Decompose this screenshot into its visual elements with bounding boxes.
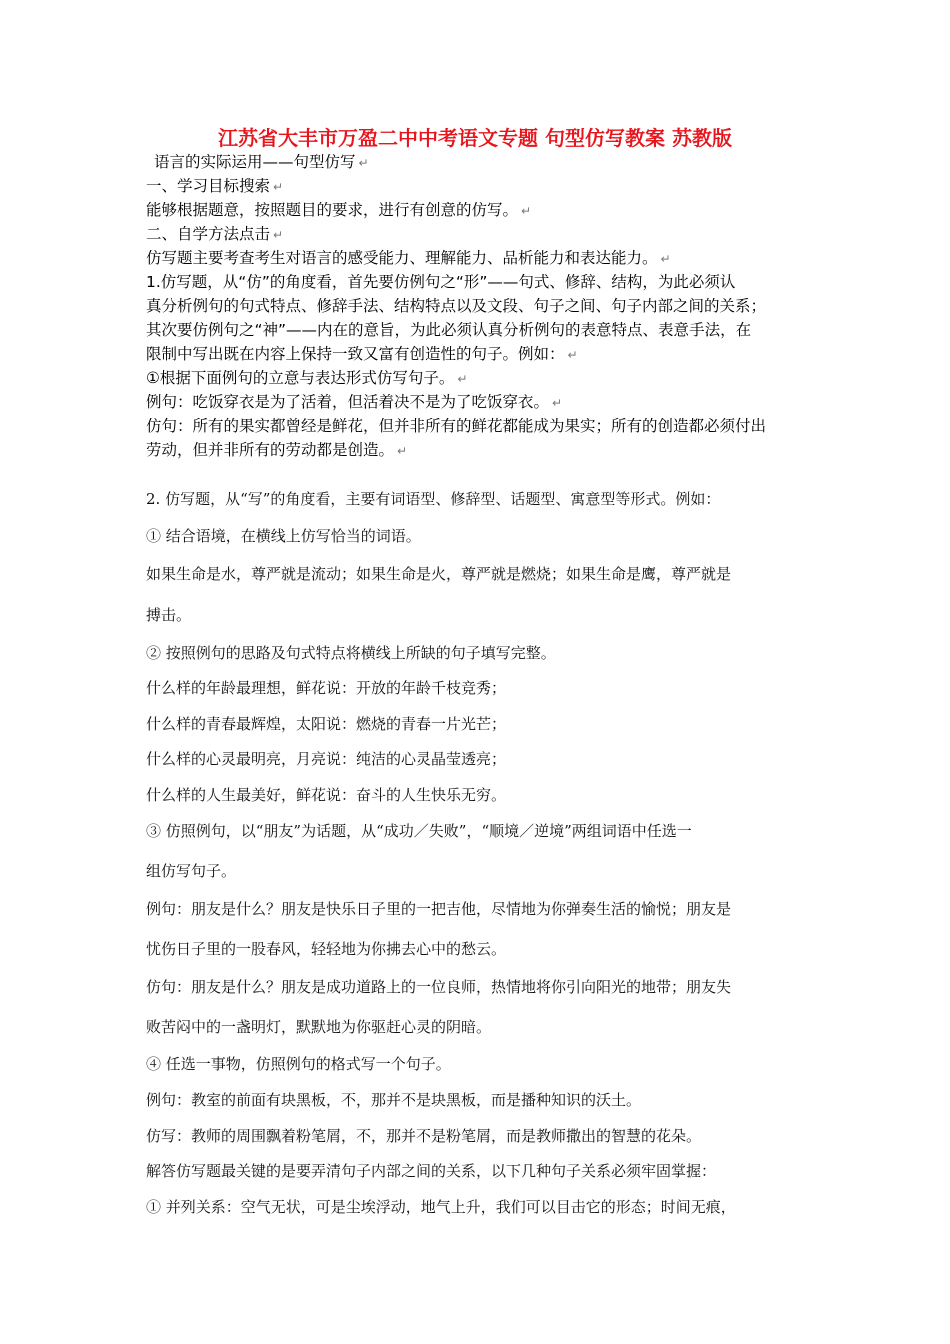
top-line: 真分析例句的句式特点、修辞手法、结构特点以及文段、句子之间、句子内部之间的关系； bbox=[146, 297, 767, 315]
paragraph-mark-icon: ↵ bbox=[660, 252, 671, 266]
top-line: 二、自学方法点击 ↵ bbox=[146, 225, 284, 243]
top-line: 其次要仿例句之“神”——内在的意旨，为此必须认真分析例句的表意特点、表意手法，在 bbox=[146, 321, 752, 339]
body-line: 什么样的人生最美好，鲜花说：奋斗的人生快乐无穷。 bbox=[146, 786, 507, 804]
body-line: ① 并列关系：空气无状，可是尘埃浮动，地气上升，我们可以目击它的形态；时间无痕， bbox=[146, 1198, 736, 1216]
body-line: 败苦闷中的一盏明灯，默默地为你驱赶心灵的阴暗。 bbox=[146, 1018, 492, 1036]
top-line: 仿句：所有的果实都曾经是鲜花，但并非所有的鲜花都能成为果实；所有的创造都必须付出 bbox=[146, 417, 767, 435]
body-line: ② 按照例句的思路及句式特点将横线上所缺的句子填写完整。 bbox=[146, 644, 556, 662]
body-line: 忧伤日子里的一股春风，轻轻地为你拂去心中的愁云。 bbox=[146, 940, 507, 958]
paragraph-mark-icon: ↵ bbox=[397, 444, 408, 458]
top-line: 例句：吃饭穿衣是为了活着，但活着决不是为了吃饭穿衣。 ↵ bbox=[146, 393, 563, 411]
paragraph-mark-icon: ↵ bbox=[457, 372, 468, 386]
body-line: 什么样的年龄最理想，鲜花说：开放的年龄千枝竞秀； bbox=[146, 679, 507, 697]
body-line: 仿句：朋友是什么？朋友是成功道路上的一位良师，热情地将你引向阳光的地带；朋友失 bbox=[146, 978, 732, 996]
body-line: 什么样的心灵最明亮，月亮说：纯洁的心灵晶莹透亮； bbox=[146, 750, 507, 768]
paragraph-mark-icon: ↵ bbox=[521, 204, 532, 218]
top-line: 语言的实际运用——句型仿写 ↵ bbox=[154, 153, 369, 171]
body-line: 例句：朋友是什么？朋友是快乐日子里的一把吉他，尽情地为你弹奏生活的愉悦；朋友是 bbox=[146, 900, 732, 918]
top-line: 劳动，但并非所有的劳动都是创造。 ↵ bbox=[146, 441, 408, 459]
body-line: 什么样的青春最辉煌，太阳说：燃烧的青春一片光芒； bbox=[146, 715, 507, 733]
body-line: ① 结合语境，在横线上仿写恰当的词语。 bbox=[146, 527, 421, 545]
body-line: 2. 仿写题，从“写”的角度看，主要有词语型、修辞型、话题型、寓意型等形式。例如： bbox=[146, 490, 721, 508]
paragraph-mark-icon: ↵ bbox=[567, 348, 578, 362]
top-line: 一、学习目标搜索 ↵ bbox=[146, 177, 284, 195]
paragraph-mark-icon: ↵ bbox=[358, 156, 369, 170]
body-line: 搏击。 bbox=[146, 606, 192, 624]
page-title: 江苏省大丰市万盈二中中考语文专题 句型仿写教案 苏教版 bbox=[218, 126, 732, 150]
paragraph-mark-icon: ↵ bbox=[552, 396, 563, 410]
body-line: 仿写：教师的周围飘着粉笔屑，不，那并不是粉笔屑，而是教师撒出的智慧的花朵。 bbox=[146, 1127, 702, 1145]
scanned-text-block bbox=[146, 150, 826, 462]
body-line: 解答仿写题最关键的是要弄清句子内部之间的关系，以下几种句子关系必须牢固掌握： bbox=[146, 1162, 717, 1180]
top-line: 限制中写出既在内容上保持一致又富有创造性的句子。例如： ↵ bbox=[146, 345, 578, 363]
body-line: 组仿写句子。 bbox=[146, 862, 237, 880]
top-line: 仿写题主要考查考生对语言的感受能力、理解能力、品析能力和表达能力。 ↵ bbox=[146, 249, 671, 267]
body-line: ③ 仿照例句，以“朋友”为话题，从“成功／失败”，“顺境／逆境”两组词语中任选一 bbox=[146, 822, 692, 840]
paragraph-mark-icon: ↵ bbox=[273, 228, 284, 242]
body-line: ④ 任选一事物，仿照例句的格式写一个句子。 bbox=[146, 1055, 451, 1073]
body-line: 如果生命是水，尊严就是流动；如果生命是火，尊严就是燃烧；如果生命是鹰，尊严就是 bbox=[146, 565, 732, 583]
top-line: 1.仿写题，从“仿”的角度看，首先要仿例句之“形”——句式、修辞、结构，为此必须认 bbox=[146, 273, 736, 291]
top-line: ①根据下面例句的立意与表达形式仿写句子。 ↵ bbox=[146, 369, 468, 387]
top-line: 能够根据题意，按照题目的要求，进行有创意的仿写。 ↵ bbox=[146, 201, 532, 219]
body-line: 例句：教室的前面有块黑板，不，那并不是块黑板，而是播种知识的沃土。 bbox=[146, 1091, 642, 1109]
paragraph-mark-icon: ↵ bbox=[273, 180, 284, 194]
